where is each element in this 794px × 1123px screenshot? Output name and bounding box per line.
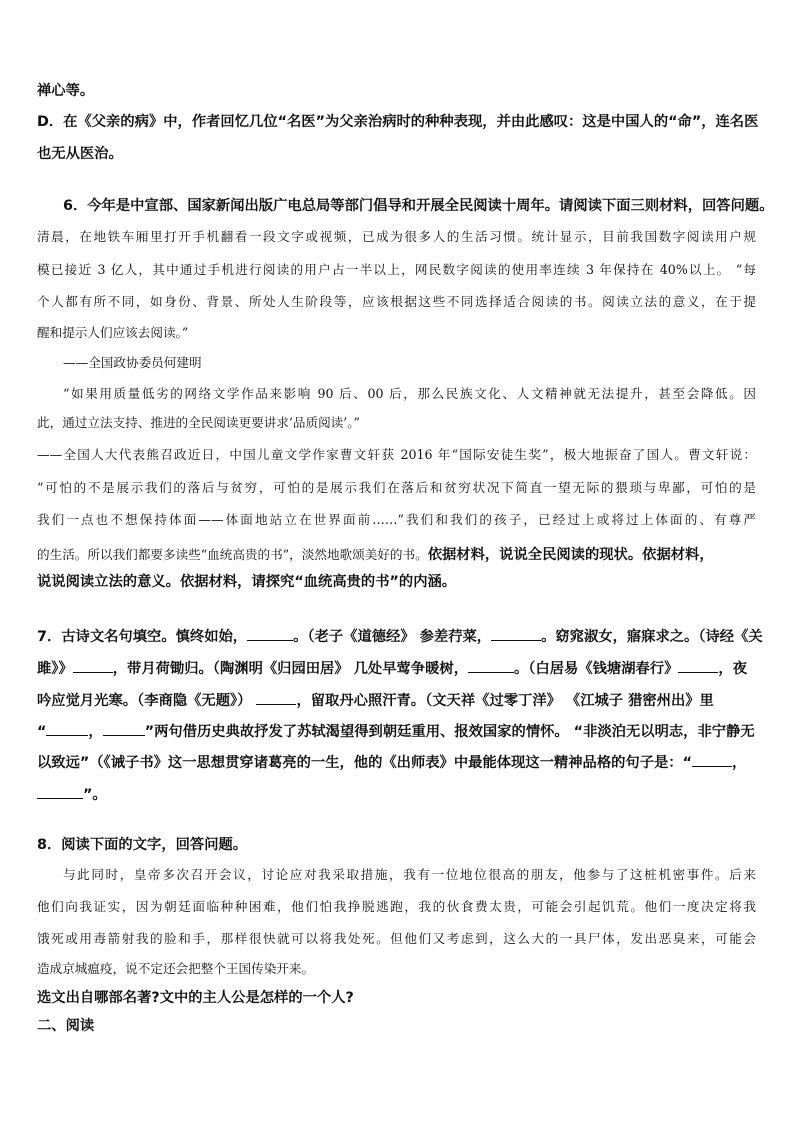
- answer-blank[interactable]: [73, 660, 113, 673]
- text-line: 说说阅读立法的意义。依据材料，请探究“血统高贵的书”的内涵。: [37, 574, 457, 590]
- answer-blank[interactable]: [247, 628, 293, 641]
- answer-blank[interactable]: [46, 723, 88, 736]
- text-segment: ，: [88, 724, 103, 740]
- text-segment: ，: [732, 755, 747, 771]
- question-7-line: [37, 660, 747, 676]
- text-line: ——全国人大代表熊召政近日，中国儿童文学作家曹文轩获 2016 年“国际安徒生奖”，极大地振奋了国人。曹文轩说：: [37, 447, 756, 462]
- section-heading: 二、阅读: [37, 1018, 95, 1034]
- passage-line: 造成京城瘟疫，说不定还会把整个王国传染开来。: [37, 961, 315, 976]
- question-7-line: [37, 723, 755, 739]
- question-8-stem: 8．阅读下面的文字，回答问题。: [37, 837, 248, 853]
- text-segment: 。窈窕淑女，寤寐求之。（诗经《关: [541, 629, 763, 645]
- text-segment: 依据材料，说说全民阅读的现状。依据材料，: [427, 547, 714, 563]
- text-line: 也无从医治。: [37, 146, 123, 162]
- text-line: [37, 546, 714, 562]
- text-line: “如果用质量低劣的网络文学作品来影响 90 后、00 后，那么民族文化、人文精神就无法提升，甚至会降低。因: [63, 386, 756, 401]
- text-line: “可怕的不是展示我们的落后与贫穷，可怕的是展示我们在落后和贫穷状况下简直一望无际的猥琐与卑鄙，可怕的是: [37, 480, 756, 495]
- text-segment: 吟应觉月光寒。（李商隐《无题》）: [37, 693, 257, 709]
- text-segment: 以致远”（《诫子书》这一思想贯穿诸葛亮的一生，他的《出师表》中最能体现这一精神品格的句子是：“: [37, 755, 692, 771]
- text-segment: 。（老子《道德经》 参差荇菜，: [293, 629, 492, 645]
- answer-blank[interactable]: [468, 660, 514, 673]
- text-segment: 雎》》: [37, 661, 73, 677]
- text-segment: ”。: [83, 787, 107, 803]
- text-segment: ，带月荷锄归。（陶渊明《归园田居》 几处早莺争暖树，: [112, 661, 468, 677]
- text-line: 清晨，在地铁车厢里打开手机翻看一段文字或视频，已成为很多人的生活习惯。统计显示，目前我国数字阅读用户规: [37, 229, 756, 244]
- text-segment: “: [37, 724, 47, 740]
- question-7-line: [37, 692, 714, 708]
- answer-blank[interactable]: [491, 628, 541, 641]
- question-7-line: [37, 754, 746, 770]
- answer-blank[interactable]: [37, 786, 83, 799]
- passage-line: 他们向我证实，因为朝廷面临种种困难，他们怕我挣脱逃跑，我的伙食费太贵，可能会引起饥荒。他们一度决定将我: [37, 899, 756, 914]
- text-segment: ，夜: [718, 661, 748, 677]
- answer-blank[interactable]: [103, 723, 145, 736]
- text-line: 此，通过立法支持、推进的全民阅读更要讲求‘品质阅读’。”: [37, 415, 360, 430]
- text-line: 我们一点也不想保持体面——体面地站立在世界面前……”我们和我们的孩子，已经过上或将过上体面的、有尊严: [37, 512, 756, 527]
- text-segment: 。（白居易《钱塘湖春行》: [514, 661, 679, 677]
- passage-line: 饿死或用毒箭射我的脸和手，那样很快就可以将我处死。但他们又考虑到，这么大的一具尸体，发出恶臭来，可能会: [37, 931, 756, 946]
- question-7-line: [37, 628, 763, 644]
- passage-line: 与此同时，皇帝多次召开会议，讨论应对我采取措施，我有一位地位很高的朋友，他参与了这桩机密事件。后来: [63, 867, 756, 882]
- question-7-line: [37, 786, 107, 802]
- question-8-prompt: 选文出自哪部名著?文中的主人公是怎样的一个人?: [37, 990, 354, 1006]
- text-line: D．在《父亲的病》中，作者回忆几位“名医”为父亲治病时的种种表现，并由此感叹：这是中国人的“命”，连名医: [37, 114, 759, 130]
- text-line: 禅心等。: [37, 83, 95, 99]
- question-6-stem: 6．今年是中宣部、国家新闻出版广电总局等部门倡导和开展全民阅读十周年。请阅读下面三则材料，回答问题。: [63, 198, 774, 214]
- answer-blank[interactable]: [256, 692, 296, 705]
- text-line: 模已接近 3 亿人，其中通过手机进行阅读的用户占一半以上，网民数字阅读的使用率连续 3 年保持在 40%以上。 “每: [37, 262, 756, 277]
- text-segment: 的生活。所以我们都要多读些“血统高贵的书”，淡然地歌颂美好的书。: [37, 547, 428, 562]
- answer-blank[interactable]: [692, 754, 732, 767]
- text-line: 醒和提示人们应该去阅读。”: [37, 325, 189, 340]
- text-line: 个人都有所不同，如身份、背景、所处人生阶段等，应该根据这些不同选择适合阅读的书。阅读立法的意义，在于提: [37, 294, 756, 309]
- attribution: ——全国政协委员何建明: [63, 355, 202, 370]
- text-segment: ”两句借历史典故抒发了苏轼渴望得到朝廷重用、报效国家的情怀。 “非淡泊无以明志，非宁静无: [144, 724, 755, 740]
- text-segment: 7．古诗文名句填空。慎终如始，: [37, 629, 248, 645]
- text-segment: ，留取丹心照汗青。（文天祥《过零丁洋》 《江城子 猎密州出》里: [296, 693, 714, 709]
- answer-blank[interactable]: [678, 660, 718, 673]
